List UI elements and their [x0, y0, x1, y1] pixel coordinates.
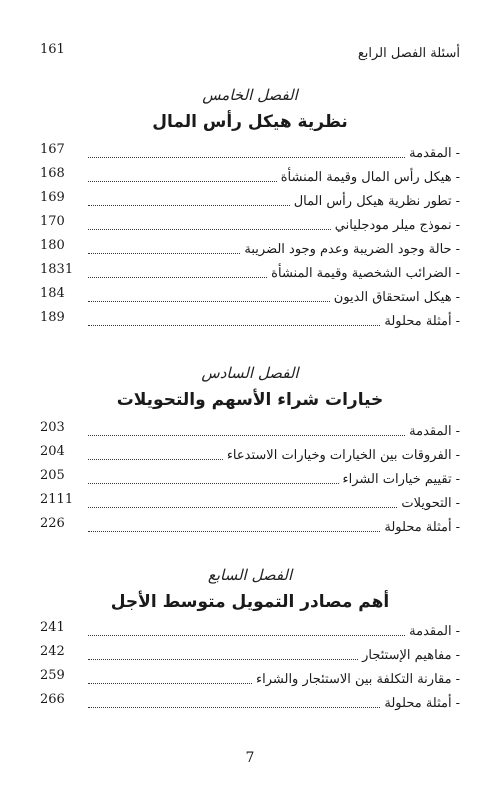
toc-entry-page: 226: [40, 516, 65, 531]
toc-entry-title: المقدمة: [409, 624, 452, 639]
chapter-title: خيارات شراء الأسهم والتحويلات: [116, 390, 384, 410]
toc-entry-page: 161: [40, 42, 65, 57]
toc-entry-title: هيكل رأس المال وقيمة المنشأة: [280, 170, 452, 185]
leader-dots: [88, 483, 339, 484]
toc-entry-title: مقارنة التكلفة بين الاستئجار والشراء: [255, 672, 452, 687]
leader-dots: [88, 229, 331, 230]
chapter-label: الفصل الخامس: [202, 86, 298, 104]
toc-entry-title: تقييم خيارات الشراء: [342, 472, 452, 487]
toc-entry-title: المقدمة: [409, 424, 452, 439]
toc-entry: - نموذج ميلر مودجلياني 170: [40, 214, 460, 233]
leader-dots: [88, 277, 267, 278]
toc-entry: - المقدمة 167: [40, 142, 460, 161]
toc-entry: - تطور نظرية هيكل رأس المال 169: [40, 190, 460, 209]
leader-dots: [88, 435, 405, 436]
leader-dots: [88, 181, 277, 182]
toc-entry-page: 180: [40, 238, 65, 253]
leader-dots: [88, 683, 252, 684]
toc-entry-title: تطور نظرية هيكل رأس المال: [293, 194, 452, 209]
toc-entry-page: 204: [40, 444, 65, 459]
leader-dots: [88, 531, 380, 532]
toc-entry: - المقدمة 241: [40, 620, 460, 639]
toc-entry-title: أمثلة محلولة: [384, 314, 452, 329]
chapter-title: نظرية هيكل رأس المال: [152, 112, 348, 132]
toc-entry-page: 241: [40, 620, 65, 635]
toc-entry-top: [40, 40, 460, 62]
leader-dots: [88, 659, 358, 660]
chapter-label: الفصل السادس: [201, 364, 299, 382]
toc-entry: - أمثلة محلولة 266: [40, 692, 460, 711]
toc-entry-title: التحويلات: [401, 496, 452, 511]
page-number: 7: [245, 750, 255, 766]
toc-entry: - الفروقات بين الخيارات وخيارات الاستدعاء 204: [40, 444, 460, 463]
toc-entry: - أمثلة محلولة 226: [40, 516, 460, 535]
chapter-label: الفصل السابع: [207, 566, 293, 584]
toc-entry-page: 170: [40, 214, 65, 229]
toc-entry-title: أمثلة محلولة: [384, 520, 452, 535]
toc-entry-page: 266: [40, 692, 65, 707]
toc-entry-title: أسئلة الفصل الرابع: [357, 46, 460, 61]
toc-entry-title: أمثلة محلولة: [384, 696, 452, 711]
toc-entry-page: 203: [40, 420, 65, 435]
toc-entry-title: مفاهيم الإستئجار: [362, 648, 452, 663]
chapter-title: أهم مصادر التمويل متوسط الأجل: [110, 592, 390, 612]
leader-dots: [88, 301, 330, 302]
toc-entry-title: حالة وجود الضريبة وعدم وجود الضريبة: [244, 242, 452, 257]
toc-entry-page: 1831: [40, 262, 74, 277]
toc-entry: - الضرائب الشخصية وقيمة المنشأة 1831: [40, 262, 460, 281]
toc-entry: - مفاهيم الإستئجار 242: [40, 644, 460, 663]
toc-entry: - حالة وجود الضريبة وعدم وجود الضريبة 180: [40, 238, 460, 257]
toc-entry-page: 259: [40, 668, 65, 683]
toc-entry: - هيكل رأس المال وقيمة المنشأة 168: [40, 166, 460, 185]
toc-entry-title: نموذج ميلر مودجلياني: [334, 218, 452, 233]
leader-dots: [88, 157, 405, 158]
toc-entry: - التحويلات 2111: [40, 492, 460, 511]
toc-entry-page: 242: [40, 644, 65, 659]
toc-entry-page: 189: [40, 310, 65, 325]
toc-entry-title: هيكل استحقاق الديون: [333, 290, 452, 305]
toc-entry-page: 168: [40, 166, 65, 181]
leader-dots: [88, 459, 223, 460]
toc-entry-title: الضرائب الشخصية وقيمة المنشأة: [271, 266, 452, 281]
toc-entry: - المقدمة 203: [40, 420, 460, 439]
leader-dots: [88, 205, 290, 206]
toc-entry-title: المقدمة: [409, 146, 452, 161]
toc-entry-page: 2111: [40, 492, 74, 507]
leader-dots: [88, 507, 397, 508]
toc-entry: - تقييم خيارات الشراء 205: [40, 468, 460, 487]
toc-entry-page: 205: [40, 468, 65, 483]
toc-entry: - أمثلة محلولة 189: [40, 310, 460, 329]
toc-entry-page: 169: [40, 190, 65, 205]
toc-entry: - هيكل استحقاق الديون 184: [40, 286, 460, 305]
toc-entry-page: 184: [40, 286, 65, 301]
leader-dots: [88, 707, 380, 708]
toc-entry-page: 167: [40, 142, 65, 157]
toc-entry-title: الفروقات بين الخيارات وخيارات الاستدعاء: [226, 448, 452, 463]
toc-entry: - مقارنة التكلفة بين الاستئجار والشراء 259: [40, 668, 460, 687]
leader-dots: [88, 253, 240, 254]
leader-dots: [88, 635, 405, 636]
leader-dots: [88, 325, 380, 326]
